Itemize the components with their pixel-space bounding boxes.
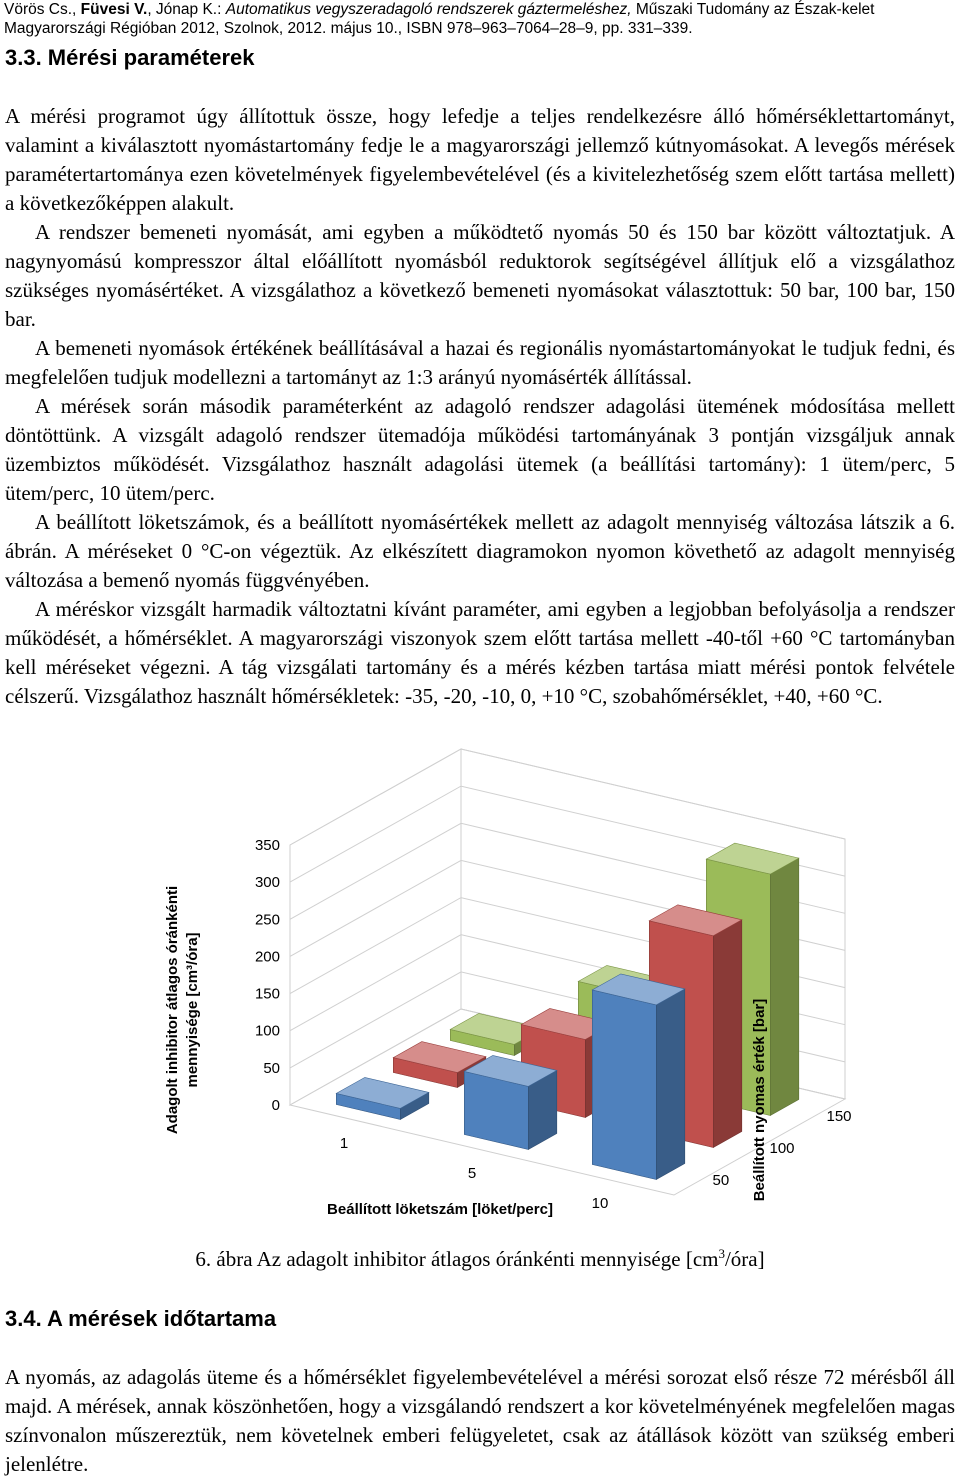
paragraph: A méréskor vizsgált harmadik változtatni kívánt paraméter, ami egyben a legjobban befolyásolja a rendszer működését, a hőmérséklet. A magyarországi viszonyok szem előtt tartása mellett -40-től +60 °C tartományban kell méréseket végezni. A tág vizsgálati tartomány és a mérés kézben tartása miatt mérési pontok felvétele célszerű. Vizsgálathoz használt hőmérsékletek: -35, -20, -10, 0, +10 °C, szobahőmérséklet, +40, +60 °C. (5, 597, 955, 708)
x-tick-label: 10 (591, 1195, 609, 1212)
caption-text: 6. ábra Az adagolt inhibitor átlagos óránkénti mennyisége [cm (195, 1247, 719, 1271)
bar-side-face (770, 858, 799, 1115)
bar-chart-3d (150, 837, 852, 1230)
y-tick-label: 300 (254, 874, 280, 892)
paragraph: A nyomás, az adagolás üteme és a hőmérséklet figyelembevételével a mérési sorozat első része 72 mérésből áll majd. A mérések, annak köszönhetően, hogy a vizsgálandó rendszert a kor követelményének megfelelően magas színvonalon műszereztük, nem követelnek emberi felügyeletet, csak az átállások között van szükség emberi jelenlétre. (5, 1365, 955, 1476)
paragraph: A mérési programot úgy állítottuk össze, hogy lefedje a teljes rendelkezésre álló hőmérséklettartományt, valamint a kiválasztott nyomástartomány fedje le a magyarországi jellemző kútnyomásokat. A levegős mérések paramétertartománya ezen követelmények figyelembevételével (és a kivitelezhetőség szem előtt tartása mellett) a következőképpen alakult. (5, 104, 955, 215)
y-axis-title-line2: mennyisége [cm³/óra] (184, 932, 201, 1088)
y-tick-label: 0 (271, 1097, 280, 1114)
section-3-4-body (5, 1363, 955, 1479)
y-tick-label: 150 (254, 985, 280, 1003)
section-heading-3-4: 3.4. A mérések időtartama (5, 1306, 277, 1331)
y-tick-label: 200 (254, 948, 280, 966)
y-axis-title-line1: Adagolt inhibitor átlagos óránkénti (164, 885, 181, 1135)
section-3-3-body (5, 102, 955, 711)
y-tick-label: 100 (254, 1022, 280, 1040)
authors-rest: , Jónap K.: (147, 1, 226, 18)
y-tick-label: 50 (263, 1059, 280, 1077)
bar-side-face (713, 920, 742, 1148)
paragraph: A bemeneti nyomások értékének beállításával a hazai és regionális nyomástartományokat le tudjuk fedni, és megfelelően tudjuk modellezni a tartományt az 1:3 arányú nyomásérték állítással. (5, 336, 955, 389)
paragraph: A rendszer bemeneti nyomását, ami egyben a működtető nyomás 50 és 150 bar között változtatjuk. A nagynyomású kompresszor által előállított nyomásból reduktorok segítségével állítjuk elő a vizsgálathoz szükséges nyomásértéket. A vizsgálathoz a következő bemeneti nyomásokat választottuk: 50 bar, 100 bar, 150 bar. (5, 220, 955, 331)
y-tick-label: 250 (254, 911, 280, 929)
x-tick-label: 5 (467, 1165, 477, 1182)
bar-side-face (656, 989, 685, 1180)
depth-tick-label: 100 (769, 1140, 795, 1157)
depth-tick-label: 150 (826, 1108, 852, 1125)
venue: Műszaki Tudomány az Észak-kelet Magyarországi Régióban 2012, Szolnok, 2012. május 10., ISBN 978–963–7064–28–9, pp. 331–339. (4, 1, 875, 37)
x-tick-label: 1 (339, 1135, 349, 1152)
paragraph: A beállított löketszámok, és a beállított nyomásértékek mellett az adagolt mennyiség változása látszik a 6. ábrán. A méréseket 0 °C-on végeztük. Az elkészített diagramokon nyomon követhető az adagolt mennyiség változása a bemenő nyomás függvényében. (5, 510, 955, 592)
paper-title: Automatikus vegyszeradagoló rendszerek gáztermeléshez, (225, 1, 632, 18)
y-tick-label: 350 (254, 837, 280, 854)
bar-front-face (592, 990, 656, 1180)
caption-text-end: /óra] (724, 1247, 765, 1271)
depth-axis-title: Beállított nyomas érték [bar] (751, 998, 768, 1202)
figure-caption (0, 1246, 960, 1272)
author-bold: Füvesi V. (80, 1, 148, 18)
x-axis-title: Beállított löketszám [löket/perc] (327, 1201, 553, 1218)
paragraph: A mérések során második paraméterként az adagoló rendszer adagolási ütemének módosítása mellett döntöttünk. A vizsgált adagoló rendszer ütemadója működési tartományának 3 pontján vizsgáljuk annak üzembiztos működését. Vizsgálathoz használt adagolási ütemek (a beállítási tartomány): 1 ütem/perc, 5 ütem/perc, 10 ütem/perc. (5, 394, 955, 505)
depth-tick-label: 50 (712, 1172, 730, 1189)
section-heading-3-3: 3.3. Mérési paraméterek (5, 45, 255, 70)
authors: Vörös Cs., (4, 1, 81, 18)
citation-header (4, 0, 956, 38)
caption-superscript: 3 (718, 1246, 725, 1261)
